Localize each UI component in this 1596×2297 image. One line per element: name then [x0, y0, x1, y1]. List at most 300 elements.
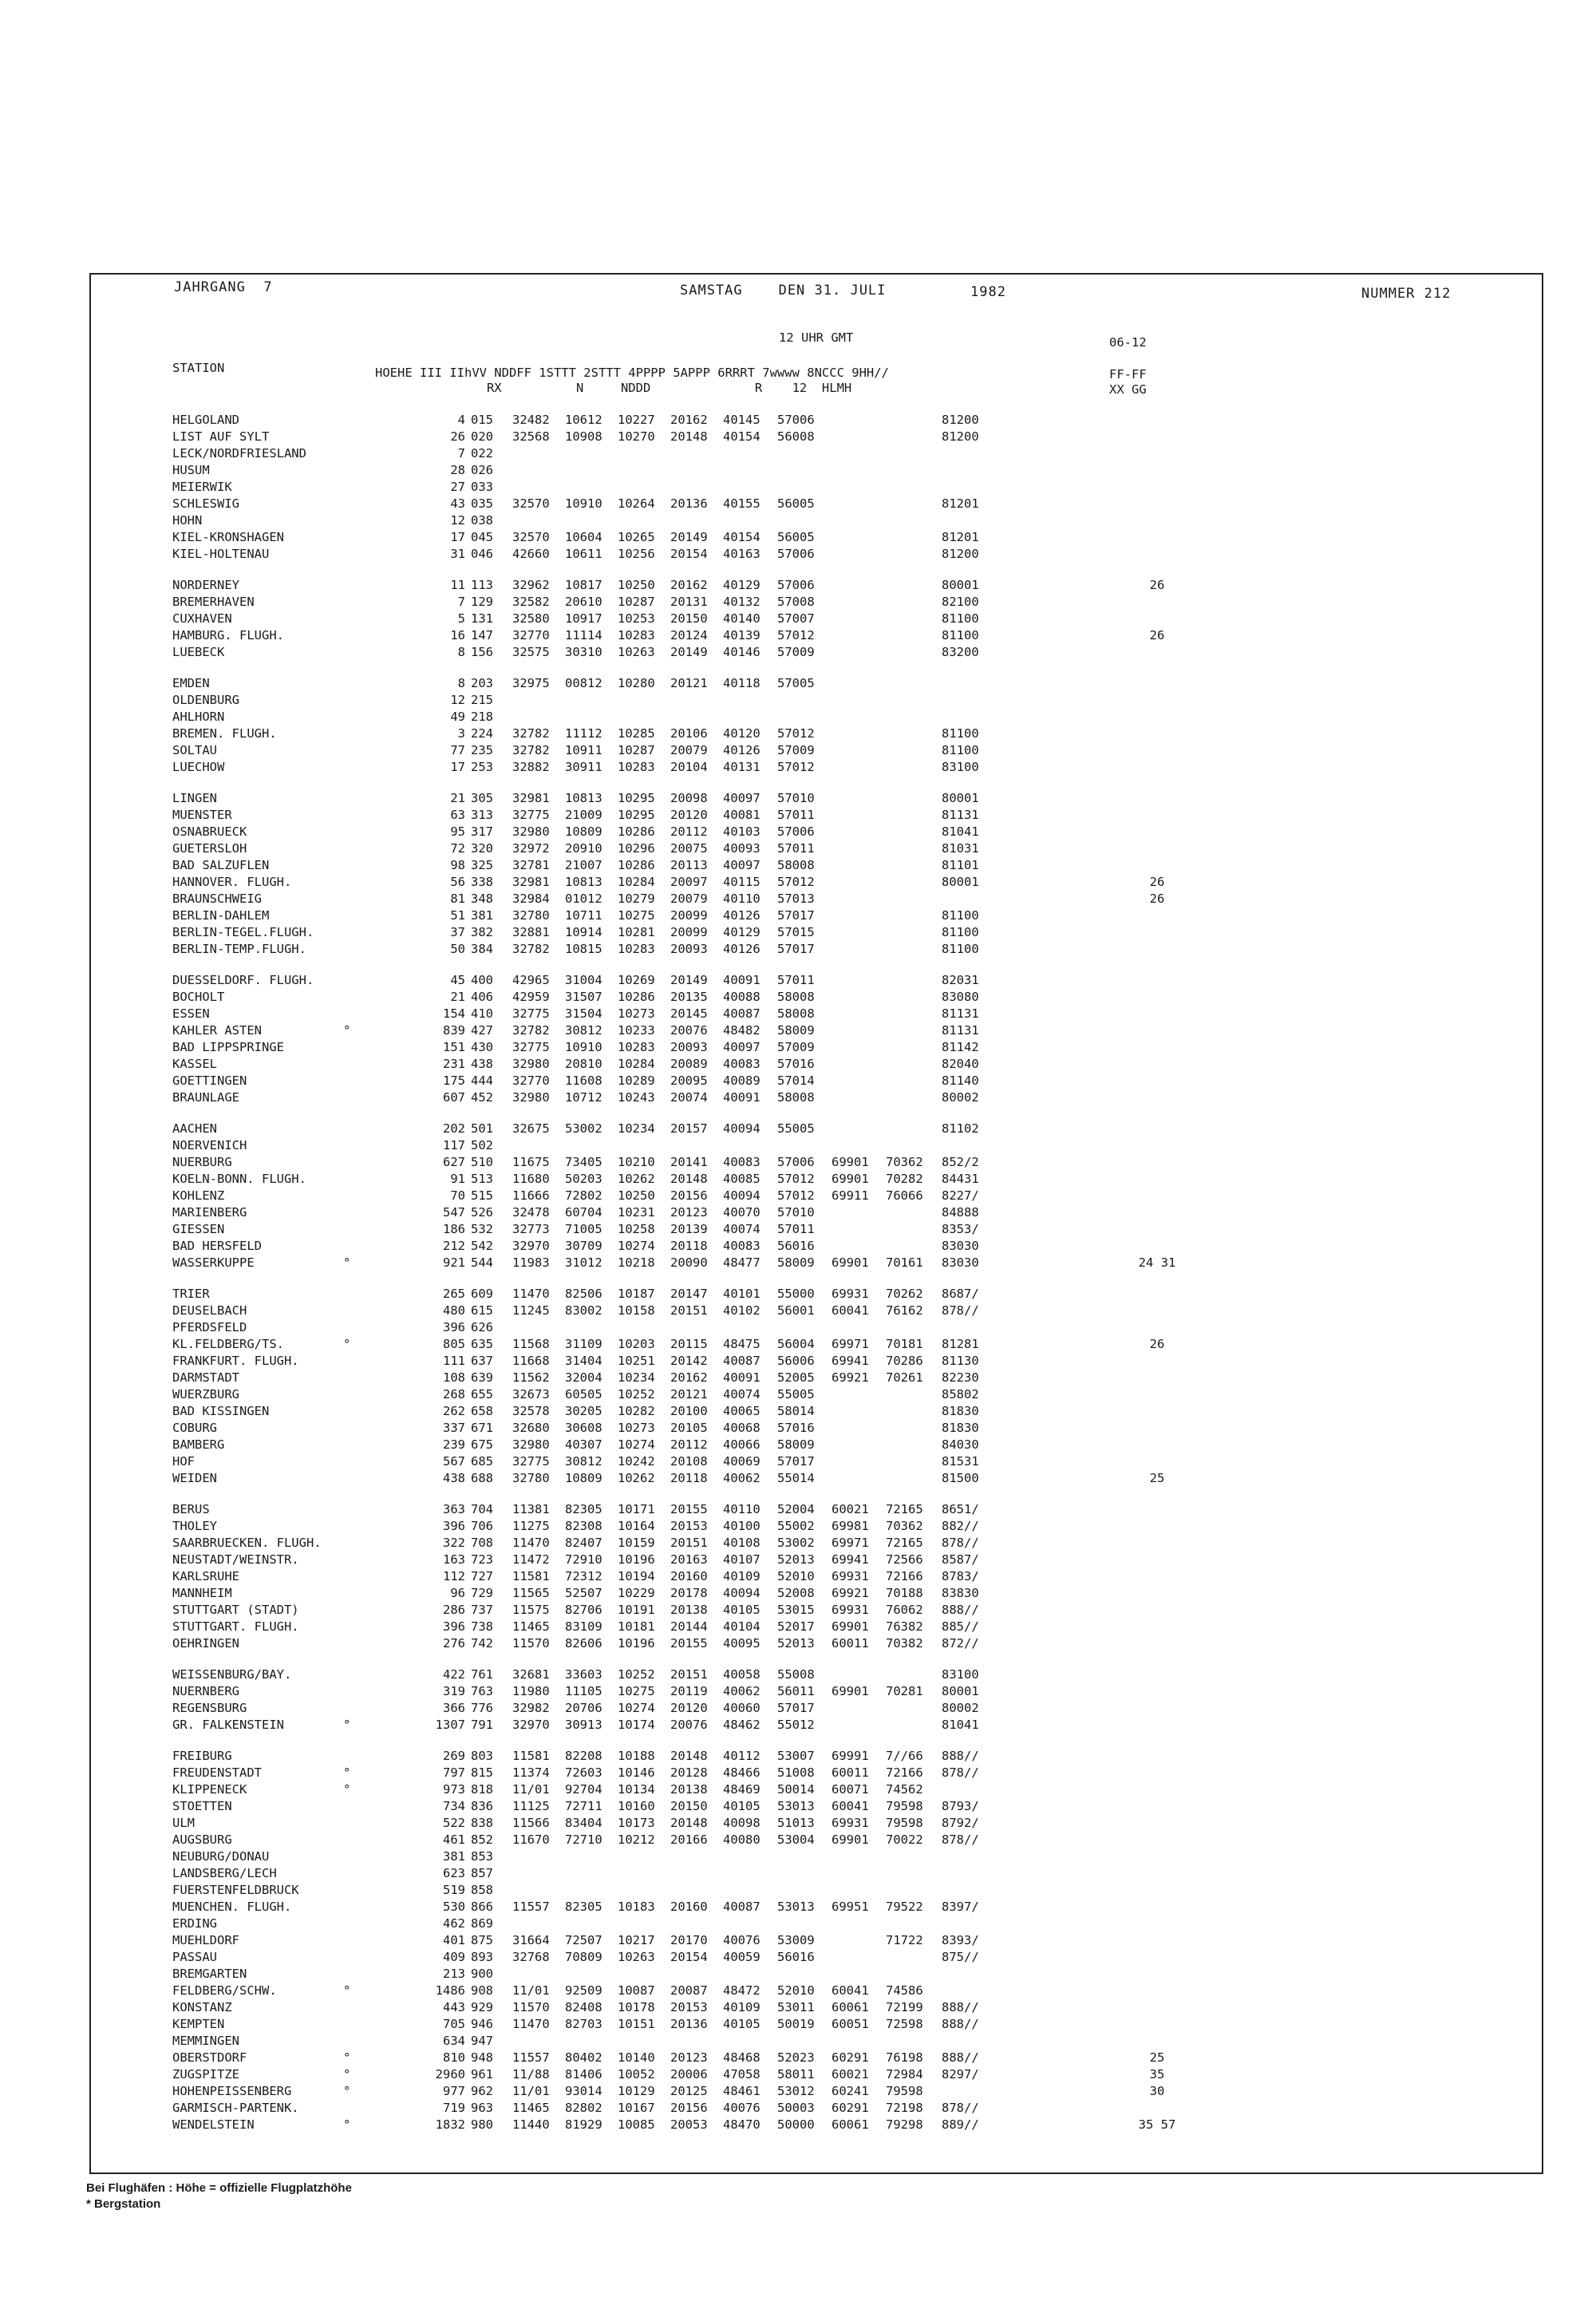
group-4pppp: 40105: [723, 2017, 760, 2031]
station-name: CUXHAVEN: [172, 611, 232, 626]
altitude: 734: [443, 1799, 465, 1813]
group-2sttt: 20149: [670, 530, 708, 544]
group-2sttt: 20104: [670, 760, 708, 774]
group-ihvv: 11470: [512, 1287, 550, 1301]
group-5appp: 58011: [777, 2067, 815, 2082]
group-5appp: 50014: [777, 1782, 815, 1797]
group-7wwww: 72199: [886, 2000, 923, 2014]
altitude: 269: [443, 1749, 465, 1763]
group-1sttt: 10242: [618, 1454, 655, 1469]
group-2sttt: 20119: [670, 1684, 708, 1698]
table-row: [104, 1999, 1460, 2016]
group-8nccc: 82031: [942, 973, 979, 987]
gust-ff: 26: [1149, 578, 1165, 592]
table-row: [104, 807, 1460, 824]
group-ihvv: 11472: [512, 1552, 550, 1567]
group-nddff: 31404: [565, 1354, 602, 1368]
group-6rrrt: 69921: [832, 1370, 869, 1385]
group-8nccc: 80001: [942, 578, 979, 592]
group-1sttt: 10253: [618, 611, 655, 626]
station-name: NEUSTADT/WEINSTR.: [172, 1552, 299, 1567]
group-ihvv: 11581: [512, 1749, 550, 1763]
station-number: 626: [471, 1320, 493, 1334]
station-name: BAD SALZUFLEN: [172, 858, 270, 872]
altitude: 461: [443, 1832, 465, 1847]
altitude: 49: [450, 710, 465, 724]
table-row: [104, 1949, 1460, 1966]
altitude: 8: [457, 645, 465, 659]
group-2sttt: 20113: [670, 858, 708, 872]
altitude: 17: [450, 760, 465, 774]
group-5appp: 50019: [777, 2017, 815, 2031]
group-1sttt: 10203: [618, 1337, 655, 1351]
altitude: 409: [443, 1950, 465, 1964]
group-2sttt: 20150: [670, 611, 708, 626]
station-name: KOHLENZ: [172, 1188, 225, 1203]
group-8nccc: 8651/: [942, 1502, 979, 1516]
station-name: OBERSTDORF: [172, 2050, 247, 2065]
altitude: 50: [450, 942, 465, 956]
table-row: [104, 2016, 1460, 2033]
group-ihvv: 32782: [512, 726, 550, 741]
station-name: GUETERSLOH: [172, 841, 247, 856]
ff-header-line1: FF-FF: [1109, 367, 1147, 382]
group-nddff: 92704: [565, 1782, 602, 1797]
group-1sttt: 10281: [618, 925, 655, 939]
table-row: [104, 1204, 1460, 1221]
group-1sttt: 10196: [618, 1636, 655, 1651]
legend-mountain-note: * Bergstation: [86, 2197, 161, 2211]
group-8nccc: 81131: [942, 808, 979, 822]
group-6rrrt: 69981: [832, 1519, 869, 1533]
group-8nccc: 81200: [942, 429, 979, 444]
group-8nccc: 8783/: [942, 1569, 979, 1583]
group-4pppp: 40094: [723, 1121, 760, 1136]
group-8nccc: 84431: [942, 1172, 979, 1186]
mountain-marker: °: [343, 1765, 351, 1780]
altitude: 163: [443, 1552, 465, 1567]
group-ihvv: 32780: [512, 908, 550, 923]
station-name: KLIPPENECK: [172, 1782, 247, 1797]
group-6rrrt: 69931: [832, 1816, 869, 1830]
group-2sttt: 20148: [670, 1172, 708, 1186]
group-6rrrt: 69931: [832, 1603, 869, 1617]
station-name: NUERBURG: [172, 1155, 232, 1169]
issue-number: NUMMER 212: [1361, 286, 1452, 302]
group-8nccc: 8297/: [942, 2067, 979, 2082]
group-ihvv: 11/01: [512, 1782, 550, 1797]
group-ihvv: 11/01: [512, 1983, 550, 1998]
mountain-marker: °: [343, 2117, 351, 2132]
table-row: [104, 742, 1460, 759]
group-4pppp: 40076: [723, 1933, 760, 1947]
group-4pppp: 40129: [723, 578, 760, 592]
group-5appp: 56004: [777, 1337, 815, 1351]
group-4pppp: 40070: [723, 1205, 760, 1220]
group-ihvv: 42965: [512, 973, 550, 987]
station-name: AHLHORN: [172, 710, 225, 724]
altitude: 28: [450, 463, 465, 477]
group-5appp: 53013: [777, 1799, 815, 1813]
table-row: [104, 1453, 1460, 1470]
station-number: 452: [471, 1090, 493, 1105]
group-6rrrt: 69931: [832, 1287, 869, 1301]
group-5appp: 57009: [777, 1040, 815, 1054]
group-4pppp: 40126: [723, 908, 760, 923]
group-1sttt: 10167: [618, 2101, 655, 2115]
group-2sttt: 20079: [670, 892, 708, 906]
group-2sttt: 20105: [670, 1421, 708, 1435]
group-2sttt: 20123: [670, 2050, 708, 2065]
group-nddff: 20706: [565, 1701, 602, 1715]
group-4pppp: 40087: [723, 1900, 760, 1914]
station-name: GARMISCH-PARTENK.: [172, 2101, 299, 2115]
group-5appp: 57009: [777, 743, 815, 757]
group-4pppp: 40105: [723, 1603, 760, 1617]
group-2sttt: 20154: [670, 1950, 708, 1964]
group-2sttt: 20156: [670, 1188, 708, 1203]
group-4pppp: 40095: [723, 1636, 760, 1651]
group-2sttt: 20087: [670, 1983, 708, 1998]
station-name: ERDING: [172, 1916, 217, 1931]
station-number: 704: [471, 1502, 493, 1516]
group-nddff: 82506: [565, 1287, 602, 1301]
altitude: 5: [457, 611, 465, 626]
group-5appp: 57016: [777, 1057, 815, 1071]
group-nddff: 72910: [565, 1552, 602, 1567]
group-4pppp: 48477: [723, 1255, 760, 1270]
group-8nccc: 83030: [942, 1255, 979, 1270]
table-row: [104, 462, 1460, 479]
station-name: HELGOLAND: [172, 413, 239, 427]
station-name: LIST AUF SYLT: [172, 429, 270, 444]
group-2sttt: 20155: [670, 1636, 708, 1651]
station-number: 033: [471, 480, 493, 494]
group-4pppp: 40093: [723, 841, 760, 856]
group-ihvv: 32578: [512, 1404, 550, 1418]
group-5appp: 53012: [777, 2084, 815, 2098]
group-ihvv: 32478: [512, 1205, 550, 1220]
group-1sttt: 10256: [618, 547, 655, 561]
group-1sttt: 10275: [618, 1684, 655, 1698]
group-2sttt: 20153: [670, 2000, 708, 2014]
group-5appp: 50003: [777, 2101, 815, 2115]
group-ihvv: 32981: [512, 875, 550, 889]
group-nddff: 92509: [565, 1983, 602, 1998]
group-6rrrt: 69951: [832, 1900, 869, 1914]
group-7wwww: 74586: [886, 1983, 923, 1998]
group-8nccc: 81130: [942, 1354, 979, 1368]
group-2sttt: 20163: [670, 1552, 708, 1567]
altitude: 17: [450, 530, 465, 544]
group-2sttt: 20123: [670, 1205, 708, 1220]
table-row: [104, 1171, 1460, 1188]
table-row: [104, 1932, 1460, 1949]
group-5appp: 57015: [777, 925, 815, 939]
group-7wwww: 70281: [886, 1684, 923, 1698]
station-number: 706: [471, 1519, 493, 1533]
group-nddff: 82305: [565, 1502, 602, 1516]
group-ihvv: 11668: [512, 1354, 550, 1368]
table-row: [104, 1221, 1460, 1238]
station-name: FREUDENSTADT: [172, 1765, 262, 1780]
group-4pppp: 40094: [723, 1586, 760, 1600]
group-4pppp: 47058: [723, 2067, 760, 2082]
table-row: [104, 1518, 1460, 1535]
group-ihvv: 11275: [512, 1519, 550, 1533]
altitude: 567: [443, 1454, 465, 1469]
table-row: [104, 1748, 1460, 1765]
group-ihvv: 32775: [512, 1454, 550, 1469]
group-ihvv: 32568: [512, 429, 550, 444]
group-5appp: 52017: [777, 1619, 815, 1634]
station-name: MUENCHEN. FLUGH.: [172, 1900, 292, 1914]
station-name: THOLEY: [172, 1519, 217, 1533]
group-7wwww: 76162: [886, 1303, 923, 1318]
group-2sttt: 20090: [670, 1255, 708, 1270]
group-8nccc: 888//: [942, 2017, 979, 2031]
group-1sttt: 10286: [618, 824, 655, 839]
group-5appp: 57006: [777, 578, 815, 592]
table-row: [104, 1882, 1460, 1899]
group-2sttt: 20097: [670, 875, 708, 889]
group-5appp: 53015: [777, 1603, 815, 1617]
group-6rrrt: 60011: [832, 1636, 869, 1651]
altitude: 805: [443, 1337, 465, 1351]
table-row: [104, 1006, 1460, 1022]
table-row: [104, 1303, 1460, 1319]
altitude: 634: [443, 2034, 465, 2048]
station-name: AACHEN: [172, 1121, 217, 1136]
group-4pppp: 40101: [723, 1287, 760, 1301]
group-2sttt: 20151: [670, 1303, 708, 1318]
mountain-marker: °: [343, 1718, 351, 1732]
station-number: 946: [471, 2017, 493, 2031]
group-ihvv: 11980: [512, 1684, 550, 1698]
group-8nccc: 852/2: [942, 1155, 979, 1169]
group-8nccc: 82230: [942, 1370, 979, 1385]
group-ihvv: 32580: [512, 611, 550, 626]
altitude: 111: [443, 1354, 465, 1368]
group-1sttt: 10188: [618, 1749, 655, 1763]
group-5appp: 56001: [777, 1303, 815, 1318]
group-6rrrt: 69971: [832, 1337, 869, 1351]
station-name: OEHRINGEN: [172, 1636, 239, 1651]
group-1sttt: 10134: [618, 1782, 655, 1797]
group-1sttt: 10295: [618, 808, 655, 822]
group-2sttt: 20178: [670, 1586, 708, 1600]
station-number: 658: [471, 1404, 493, 1418]
station-number: 215: [471, 693, 493, 707]
group-6rrrt: 60021: [832, 1502, 869, 1516]
group-5appp: 55005: [777, 1121, 815, 1136]
group-5appp: 56005: [777, 530, 815, 544]
group-nddff: 83109: [565, 1619, 602, 1634]
station-number: 026: [471, 463, 493, 477]
altitude: 607: [443, 1090, 465, 1105]
group-2sttt: 20170: [670, 1933, 708, 1947]
station-number: 776: [471, 1701, 493, 1715]
group-nddff: 30608: [565, 1421, 602, 1435]
station-name: BAD KISSINGEN: [172, 1404, 270, 1418]
group-7wwww: 76062: [886, 1603, 923, 1617]
gust-ff: 26: [1149, 1337, 1165, 1351]
group-4pppp: 40087: [723, 1354, 760, 1368]
station-number: 020: [471, 429, 493, 444]
station-name: KOELN-BONN. FLUGH.: [172, 1172, 306, 1186]
group-8nccc: 8587/: [942, 1552, 979, 1567]
group-nddff: 82305: [565, 1900, 602, 1914]
group-ihvv: 11465: [512, 2101, 550, 2115]
group-5appp: 55012: [777, 1718, 815, 1732]
group-1sttt: 10174: [618, 1718, 655, 1732]
group-1sttt: 10251: [618, 1354, 655, 1368]
station-number: 384: [471, 942, 493, 956]
group-6rrrt: 60021: [832, 2067, 869, 2082]
group-5appp: 57010: [777, 1205, 815, 1220]
group-8nccc: 82100: [942, 595, 979, 609]
group-7wwww: 70261: [886, 1370, 923, 1385]
mountain-marker: °: [343, 2050, 351, 2065]
table-row: [104, 1255, 1460, 1271]
station-number: 513: [471, 1172, 493, 1186]
group-8nccc: 888//: [942, 1749, 979, 1763]
group-2sttt: 20162: [670, 413, 708, 427]
station-name: OLDENBURG: [172, 693, 239, 707]
group-2sttt: 20162: [670, 578, 708, 592]
group-4pppp: 40074: [723, 1222, 760, 1236]
group-nddff: 31507: [565, 990, 602, 1004]
table-row: [104, 1154, 1460, 1171]
table-row: [104, 1619, 1460, 1635]
station-number: 803: [471, 1749, 493, 1763]
group-2sttt: 20093: [670, 1040, 708, 1054]
group-7wwww: 79598: [886, 2084, 923, 2098]
station-name: BERUS: [172, 1502, 210, 1516]
group-1sttt: 10233: [618, 1023, 655, 1038]
group-4pppp: 48466: [723, 1765, 760, 1780]
code-header-line2: RX N NDDD R 12 HLMH: [375, 381, 852, 395]
group-nddff: 10910: [565, 496, 602, 511]
group-nddff: 10817: [565, 578, 602, 592]
group-6rrrt: 69901: [832, 1172, 869, 1186]
group-4pppp: 40109: [723, 1569, 760, 1583]
group-6rrrt: 60071: [832, 1782, 869, 1797]
group-4pppp: 40155: [723, 496, 760, 511]
group-8nccc: 888//: [942, 1603, 979, 1617]
station-name: WENDELSTEIN: [172, 2117, 255, 2132]
group-4pppp: 40103: [723, 824, 760, 839]
group-1sttt: 10146: [618, 1765, 655, 1780]
group-ihvv: 11983: [512, 1255, 550, 1270]
group-nddff: 82208: [565, 1749, 602, 1763]
altitude: 438: [443, 1471, 465, 1485]
group-ihvv: 42959: [512, 990, 550, 1004]
altitude: 202: [443, 1121, 465, 1136]
group-4pppp: 40097: [723, 1040, 760, 1054]
group-8nccc: 888//: [942, 2050, 979, 2065]
group-1sttt: 10212: [618, 1832, 655, 1847]
group-1sttt: 10284: [618, 875, 655, 889]
group-5appp: 57011: [777, 973, 815, 987]
station-number: 045: [471, 530, 493, 544]
group-8nccc: 82040: [942, 1057, 979, 1071]
altitude: 21: [450, 791, 465, 805]
group-nddff: 70809: [565, 1950, 602, 1964]
group-5appp: 51008: [777, 1765, 815, 1780]
group-5appp: 57013: [777, 892, 815, 906]
station-number: 708: [471, 1536, 493, 1550]
group-nddff: 10711: [565, 908, 602, 923]
station-number: 763: [471, 1684, 493, 1698]
group-ihvv: 11570: [512, 2000, 550, 2014]
group-2sttt: 20108: [670, 1454, 708, 1469]
group-1sttt: 10265: [618, 530, 655, 544]
altitude: 98: [450, 858, 465, 872]
group-5appp: 52023: [777, 2050, 815, 2065]
group-1sttt: 10164: [618, 1519, 655, 1533]
group-7wwww: 72165: [886, 1502, 923, 1516]
altitude: 11: [450, 578, 465, 592]
group-8nccc: 81140: [942, 1073, 979, 1088]
group-2sttt: 20120: [670, 1701, 708, 1715]
group-8nccc: 81131: [942, 1006, 979, 1021]
altitude: 519: [443, 1883, 465, 1897]
group-7wwww: 72198: [886, 2101, 923, 2115]
group-8nccc: 84888: [942, 1205, 979, 1220]
group-ihvv: 11470: [512, 2017, 550, 2031]
station-name: BAD LIPPSPRINGE: [172, 1040, 284, 1054]
group-1sttt: 10158: [618, 1303, 655, 1318]
altitude: 154: [443, 1006, 465, 1021]
group-nddff: 60505: [565, 1387, 602, 1402]
group-6rrrt: 69941: [832, 1354, 869, 1368]
group-ihvv: 32482: [512, 413, 550, 427]
station-name: LUEBECK: [172, 645, 225, 659]
group-ihvv: 32782: [512, 1023, 550, 1038]
group-nddff: 10813: [565, 875, 602, 889]
group-4pppp: 40065: [723, 1404, 760, 1418]
altitude: 12: [450, 513, 465, 528]
table-row: [104, 1585, 1460, 1602]
station-name: WEIDEN: [172, 1471, 217, 1485]
group-nddff: 10910: [565, 1040, 602, 1054]
group-5appp: 55014: [777, 1471, 815, 1485]
group-1sttt: 10194: [618, 1569, 655, 1583]
group-4pppp: 40146: [723, 645, 760, 659]
group-6rrrt: 69901: [832, 1619, 869, 1634]
altitude: 96: [450, 1586, 465, 1600]
group-nddff: 82802: [565, 2101, 602, 2115]
group-1sttt: 10269: [618, 973, 655, 987]
group-5appp: 52013: [777, 1552, 815, 1567]
group-8nccc: 83030: [942, 1239, 979, 1253]
group-4pppp: 40059: [723, 1950, 760, 1964]
group-1sttt: 10243: [618, 1090, 655, 1105]
group-4pppp: 40066: [723, 1437, 760, 1452]
legend: [86, 2180, 352, 2212]
group-1sttt: 10140: [618, 2050, 655, 2065]
table-row: [104, 824, 1460, 840]
table-row: [104, 675, 1460, 692]
group-nddff: 71005: [565, 1222, 602, 1236]
group-4pppp: 40058: [723, 1667, 760, 1682]
group-5appp: 56005: [777, 496, 815, 511]
group-4pppp: 40145: [723, 413, 760, 427]
table-row: [104, 445, 1460, 462]
station-name: MUEHLDORF: [172, 1933, 239, 1947]
altitude: 839: [443, 1023, 465, 1038]
